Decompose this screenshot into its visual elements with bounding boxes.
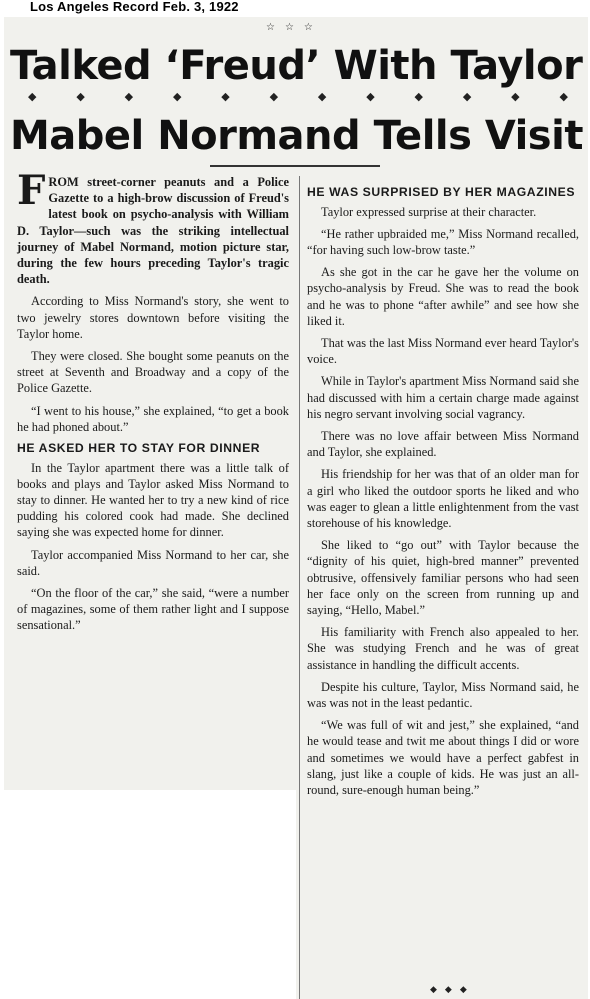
left-article-column (17, 167, 289, 640)
clipping-cut-area (4, 790, 296, 999)
article-paragraph: There was no love affair between Miss Normand and Taylor, she explained. (307, 428, 579, 460)
article-paragraph: Despite his culture, Taylor, Miss Normand said, he was was not in the least pedantic. (307, 679, 579, 710)
top-ornament-stars: ☆☆☆ (266, 22, 323, 33)
bottom-ornament: ◆◆◆ (430, 984, 475, 994)
article-paragraph (17, 167, 289, 287)
article-paragraph: His familiarity with French also appealed to her. She was studying French and he was of great assistance in handling the difficult accents. (307, 625, 579, 672)
headline-line-1: Talked ‘Freud’ With Taylor (10, 43, 583, 89)
article-paragraph: “He rather upbraided me,” Miss Normand recalled, “for having such low-brow taste.” (307, 226, 579, 257)
article-paragraph: She liked to “go out” with Taylor because the “dignity of his quiet, high-bred manner” prevented obtrusive, offensively familiar persons who had seen her face only on the screen from running up and saying, “Hello, Mabel.” (307, 538, 579, 617)
article-paragraph: “On the floor of the car,” she said, “were a number of magazines, some of them rather light and I suppose sensational.” (17, 585, 289, 633)
article-paragraph: According to Miss Normand's story, she went to two jewelry stores downtown before visiting the Taylor home. (17, 294, 289, 341)
subheading: HE ASKED HER TO STAY FOR DINNER (17, 441, 261, 456)
column-divider (299, 176, 300, 999)
article-paragraph: His friendship for her was that of an older man for a girl who liked the outdoor sports he liked and who was eager to glean a little enlightenment from the vast storehouse of his knowledge. (307, 467, 579, 530)
article-paragraph: They were closed. She bought some peanuts on the street at Seventh and Broadway and a copy of the Police Gazette. (17, 349, 289, 396)
headline-line-2: Mabel Normand Tells Visit (10, 113, 583, 159)
article-paragraph: Taylor expressed surprise at their character. (321, 204, 537, 219)
subheading: HE WAS SURPRISED BY HER MAGAZINES (307, 185, 576, 199)
right-article-column (307, 182, 579, 804)
article-paragraph: While in Taylor's apartment Miss Normand said she had discussed with him a certain charge made against his negro servant involving social vagrancy. (307, 374, 579, 421)
article-paragraph: As she got in the car he gave her the volume on psycho-analysis by Freud. She was to read the book and he was to phone “after awhile” and see how she liked it. (307, 265, 579, 328)
article-paragraph: “We was full of wit and jest,” she explained, “and he would tease and twit me about things I did or wore and sometimes we would have a perfect gabfest in slang, just like a couple of kids. He was just an all-round, sure-enough human being.” (307, 718, 579, 797)
drop-cap: F (17, 167, 46, 214)
article-paragraph: In the Taylor apartment there was a little talk of books and plays and Taylor asked Miss Normand to stay to dinner. He wanted her to try a new kind of rice pudding his colored cook had made. She declined saying she was expected home for dinner. (17, 460, 289, 540)
article-paragraph: “I went to his house,” she explained, “to get a book he had phoned about.” (17, 403, 289, 434)
article-paragraph-text: ROM street-corner peanuts and a Police Gazette to a high-brow discussion of Freud's latest book on psycho-analysis with William D. Taylor—such was the striking intellectual journey of Mabel Normand, motion picture star, during the few hours preceding Taylor's tragic death. (17, 175, 289, 287)
headline-dot-row: ◆ ◆ ◆ ◆ ◆ ◆ ◆ ◆ ◆ ◆ ◆ ◆ (28, 91, 568, 103)
article-paragraph: Taylor accompanied Miss Normand to her car, she said. (17, 547, 289, 578)
headline-rule (210, 165, 380, 167)
article-paragraph: That was the last Miss Normand ever heard Taylor's voice. (307, 335, 579, 367)
clipping-caption: Los Angeles Record Feb. 3, 1922 (30, 0, 239, 14)
